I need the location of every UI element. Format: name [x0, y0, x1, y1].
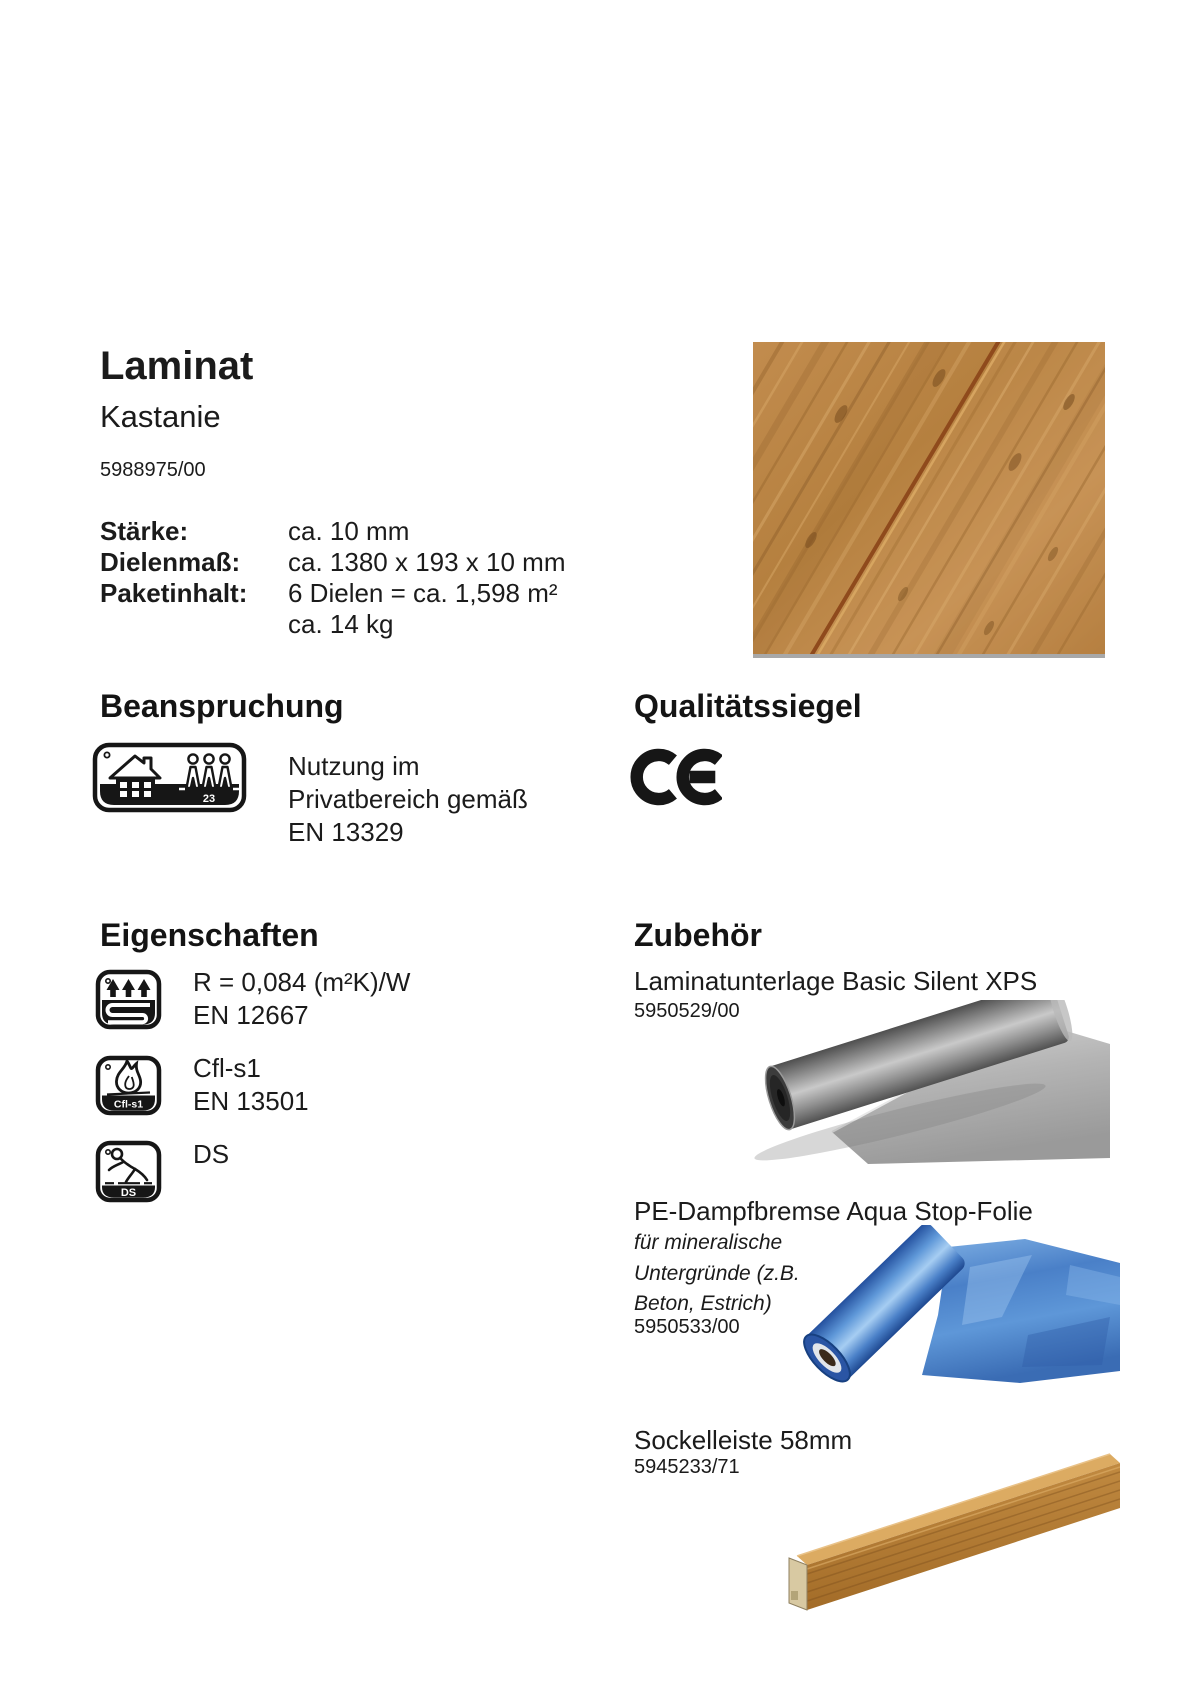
beanspruchung-heading: Beanspruchung — [100, 688, 344, 724]
property-line: Cfl-s1 — [193, 1053, 261, 1083]
accessory-note-line: für mineralische — [634, 1231, 783, 1254]
fire-class-label: Cfl-s1 — [113, 1098, 144, 1111]
property-line: R = 0,084 (m²K)/W — [193, 967, 411, 997]
spec-label: Stärke: — [100, 516, 189, 546]
spec-row-paketinhalt — [100, 578, 565, 609]
accessory-note-line: Untergründe (z.B. — [634, 1261, 800, 1285]
usage-class-icon — [92, 742, 247, 813]
slip-class-label: DS — [120, 1186, 137, 1199]
blue-foil-roll-image — [770, 1225, 1120, 1397]
spec-table — [100, 516, 565, 640]
accessory-name: Laminatunterlage Basic Silent XPS — [634, 966, 1038, 996]
persons-icon — [187, 754, 232, 788]
ce-mark-icon — [630, 746, 722, 808]
spec-value: ca. 1380 x 193 x 10 mm — [288, 547, 566, 577]
up-arrows-icon — [107, 979, 151, 997]
fire-rating-text — [193, 1052, 309, 1118]
laminate-wood-texture — [753, 342, 1105, 658]
property-line: EN 12667 — [193, 1000, 309, 1030]
usage-class-label: 23 — [202, 793, 216, 805]
spec-row-dielenmass — [100, 547, 565, 578]
accessory-name: Sockelleiste 58mm — [634, 1425, 853, 1455]
spec-value: ca. 14 kg — [288, 609, 394, 639]
qualitaetssiegel-heading: Qualitätssiegel — [634, 688, 862, 724]
page-title: Laminat — [100, 344, 254, 388]
slip-resistance-text — [193, 1138, 229, 1171]
product-variant: Kastanie — [100, 399, 221, 434]
fire-rating-icon — [95, 1055, 162, 1116]
spec-label: Paketinhalt: — [100, 578, 248, 608]
product-article-number: 5988975/00 — [100, 459, 206, 481]
wood-skirting-board-image — [775, 1448, 1120, 1620]
spec-label: Dielenmaß: — [100, 547, 241, 577]
spec-value: ca. 10 mm — [288, 516, 410, 546]
property-line: DS — [193, 1139, 230, 1169]
spec-row-staerke — [100, 516, 565, 547]
accessory-note-line: Beton, Estrich) — [634, 1292, 772, 1315]
property-line: EN 13501 — [193, 1086, 309, 1116]
beanspruchung-line: EN 13329 — [288, 817, 404, 847]
accessory-name: PE-Dampfbremse Aqua Stop-Folie — [634, 1196, 1033, 1226]
beanspruchung-line: Privatbereich gemäß — [288, 784, 528, 814]
laminate-swatch-image — [753, 342, 1105, 658]
slip-resistance-icon — [95, 1140, 162, 1203]
spec-row-gewicht — [100, 609, 565, 640]
spec-label — [100, 609, 288, 640]
eigenschaften-heading: Eigenschaften — [100, 917, 319, 953]
beanspruchung-text — [288, 750, 528, 849]
underfloor-heating-icon — [95, 969, 162, 1030]
thermal-resistance-text — [193, 966, 410, 1032]
accessory-article-number: 5945233/71 — [634, 1456, 740, 1478]
beanspruchung-line: Nutzung im — [288, 751, 420, 781]
spec-value: 6 Dielen = ca. 1,598 m² — [288, 578, 558, 608]
zubehoer-heading: Zubehör — [634, 917, 762, 953]
accessory-article-number: 5950533/00 — [634, 1316, 740, 1338]
grey-underlay-roll-image — [740, 1000, 1110, 1167]
accessory-article-number: 5950529/00 — [634, 1000, 740, 1022]
